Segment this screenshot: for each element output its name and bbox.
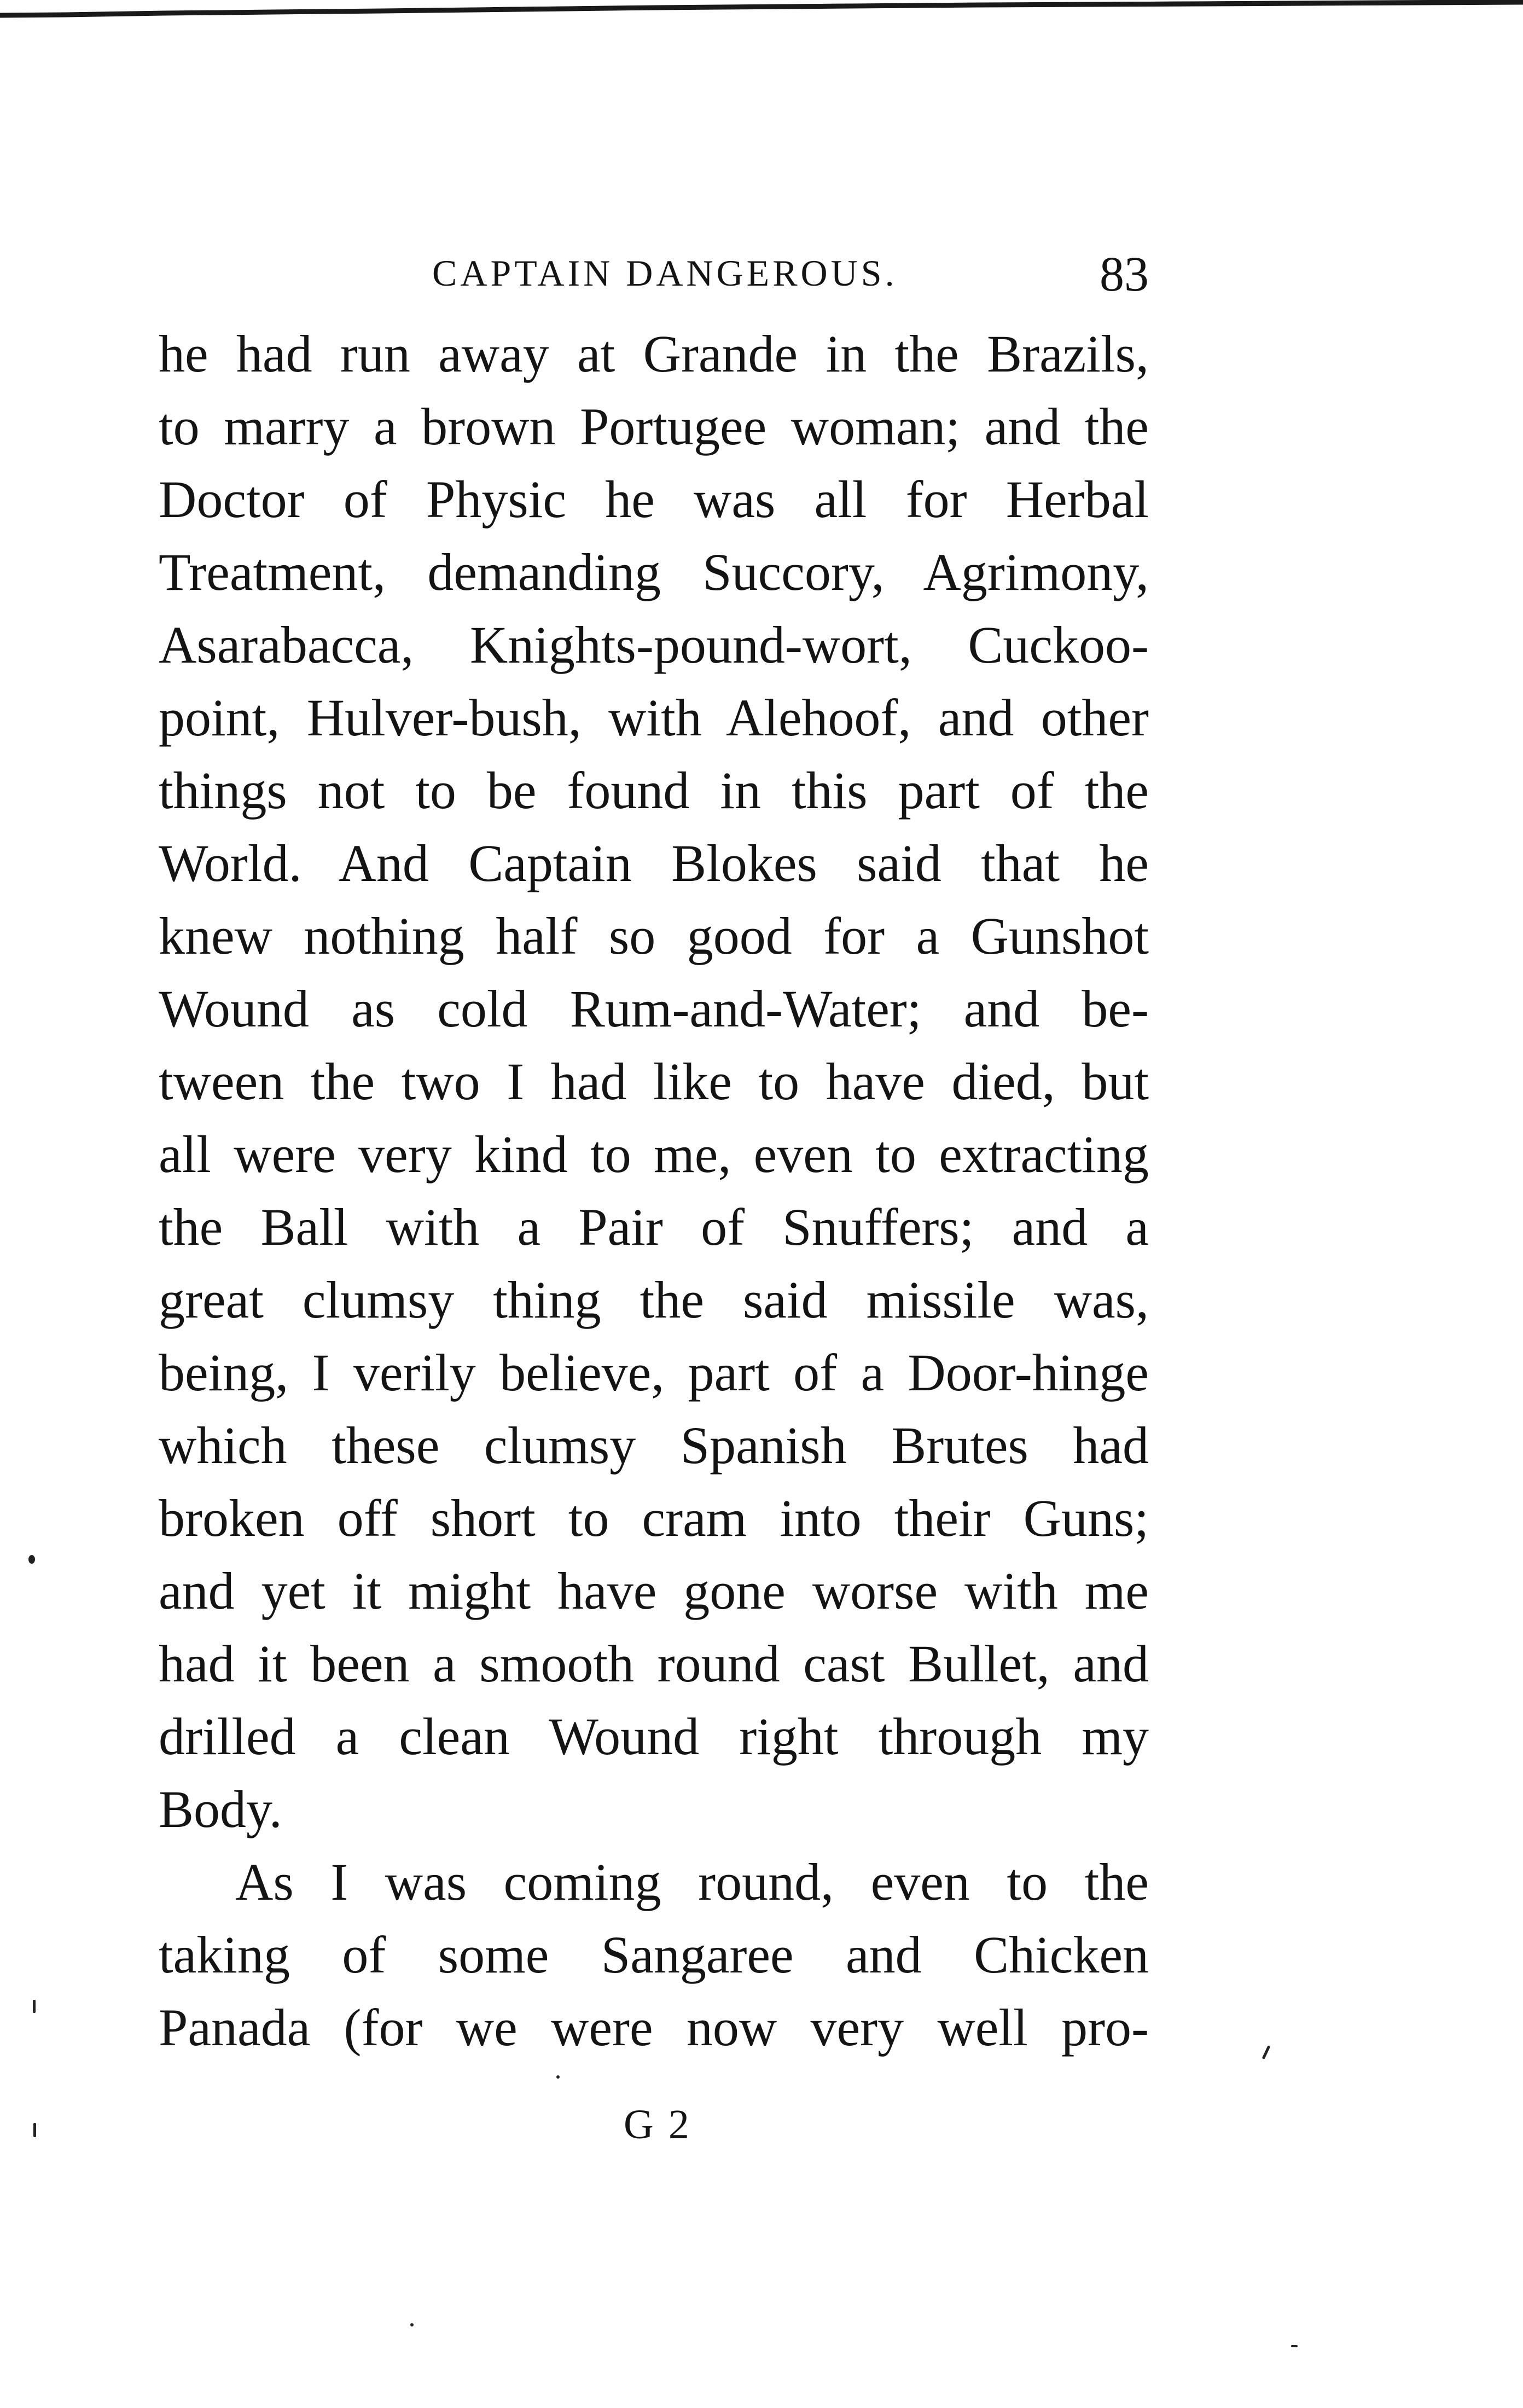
text-line: he had run away at Grande in the Brazils, (159, 324, 1149, 383)
ink-speck (410, 2323, 414, 2326)
text-line: being, I verily believe, part of a Door-hinge (159, 1343, 1149, 1402)
top-edge-rule (0, 0, 1523, 22)
text-line: the Ball with a Pair of Snuffers; and a (159, 1198, 1149, 1256)
text-line: Treatment, demanding Succory, Agrimony, (159, 543, 1149, 601)
text-line: tween the two I had like to have died, but (159, 1052, 1149, 1111)
ink-speck (28, 1555, 35, 1564)
text-line: knew nothing half so good for a Gunshot (159, 907, 1149, 965)
signature-mark: G 2 (624, 2102, 691, 2148)
text-line: Body. (159, 1780, 282, 1838)
text-line: taking of some Sangaree and Chicken (159, 1925, 1149, 1984)
ink-speck (33, 2123, 36, 2137)
body-text (159, 317, 1149, 2064)
text-line: great clumsy thing the said missile was, (159, 1270, 1149, 1329)
text-line: things not to be found in this part of the (159, 761, 1149, 820)
text-line: As I was coming round, even to the (235, 1853, 1149, 1911)
ink-speck (556, 2075, 560, 2079)
text-line: broken off short to cram into their Guns; (159, 1489, 1149, 1547)
ink-speck (1262, 2045, 1271, 2059)
running-title: CAPTAIN DANGEROUS. (432, 252, 898, 294)
text-line: to marry a brown Portugee woman; and the (159, 397, 1149, 456)
text-line: Wound as cold Rum-and-Water; and be- (159, 979, 1149, 1038)
ink-speck (33, 2000, 36, 2013)
text-line: Panada (for we were now very well pro- (159, 1998, 1149, 2057)
running-head (159, 246, 1149, 306)
text-line: World. And Captain Blokes said that he (159, 834, 1149, 892)
text-line: and yet it might have gone worse with me (159, 1562, 1149, 1620)
text-line: all were very kind to me, even to extracting (159, 1125, 1149, 1183)
text-line: Doctor of Physic he was all for Herbal (159, 470, 1149, 529)
text-line: which these clumsy Spanish Brutes had (159, 1416, 1149, 1475)
page-number: 83 (1100, 247, 1149, 301)
text-line: drilled a clean Wound right through my (159, 1707, 1149, 1766)
text-line: had it been a smooth round cast Bullet, and (159, 1634, 1149, 1693)
text-line: point, Hulver-bush, with Alehoof, and other (159, 688, 1149, 747)
text-line: Asarabacca, Knights-pound-wort, Cuckoo- (159, 616, 1149, 674)
ink-speck (1291, 2345, 1298, 2347)
